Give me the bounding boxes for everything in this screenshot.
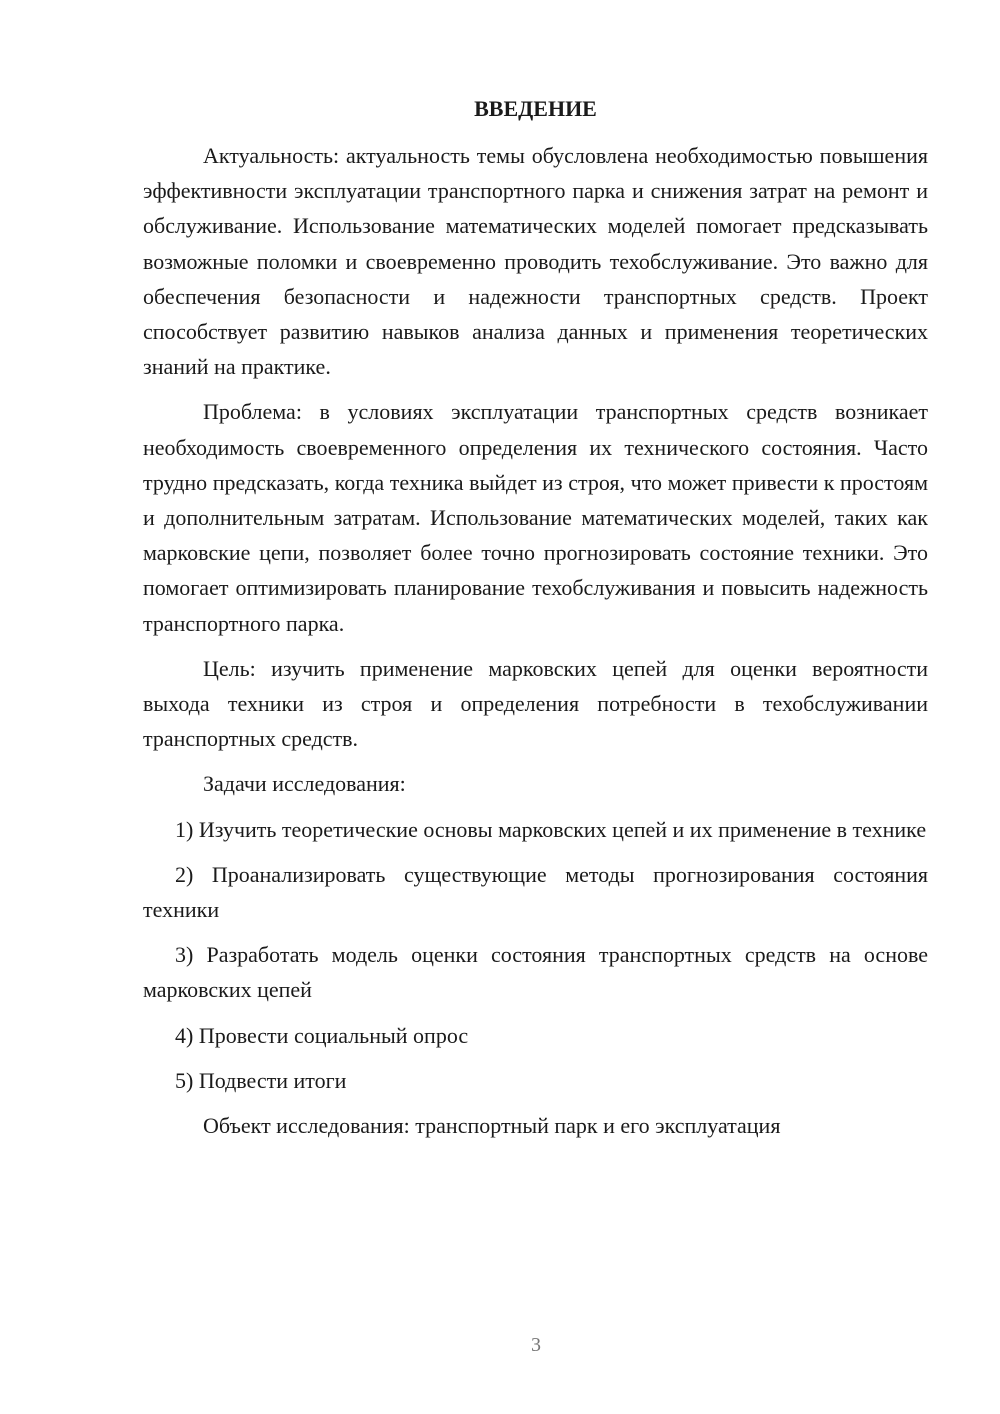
tasks-title: Задачи исследования: — [203, 771, 406, 797]
object-paragraph: Объект исследования: транспортный парк и его эксплуатация — [203, 1113, 781, 1139]
task-item-4: 4) Провести социальный опрос — [175, 1022, 469, 1048]
task-item-5: 5) Подвести итоги — [175, 1067, 347, 1093]
goal-paragraph: Цель: изучить применение марковских цепей для оценки вероятности выхода техники из строя и определения потребности в техобслуживании транспортных средств. — [143, 655, 928, 752]
section-heading: ВВЕДЕНИЕ — [474, 96, 597, 121]
task-item-3: 3) Разработать модель оценки состояния транспортных средств на основе марковских цепей — [143, 942, 928, 1003]
task-item-2: 2) Проанализировать существующие методы прогнозирования состояния техники — [143, 861, 928, 923]
task-item-1: 1) Изучить теоретические основы марковских цепей и их применение в технике — [175, 816, 927, 842]
relevance-paragraph: Актуальность: актуальность темы обусловлена необходимостью повышения эффективности эксплуатации транспортного парка и снижения затрат на ремонт и обслуживание. Использование математических моделей помогает предсказывать возможные поломки и своевременно проводить техобслуживание. Это важно для обеспечения безопасности и надежности транспортных средств. Проект способствует развитию навыков анализа данных и применения теоретических знаний на практике. — [143, 143, 928, 380]
page-content — [143, 92, 928, 1143]
problem-paragraph: Проблема: в условиях эксплуатации транспортных средств возникает необходимость своевременного определения их технического состояния. Часто трудно предсказать, когда техника выйдет из строя, что может привести к простоям и дополнительным затратам. Использование математических моделей, таких как марковские цепи, позволяет более точно прогнозировать состояние техники. Это помогает оптимизировать планирование техобслуживания и повысить надежность транспортного парка. — [143, 399, 928, 636]
page-number: 3 — [531, 1334, 541, 1356]
